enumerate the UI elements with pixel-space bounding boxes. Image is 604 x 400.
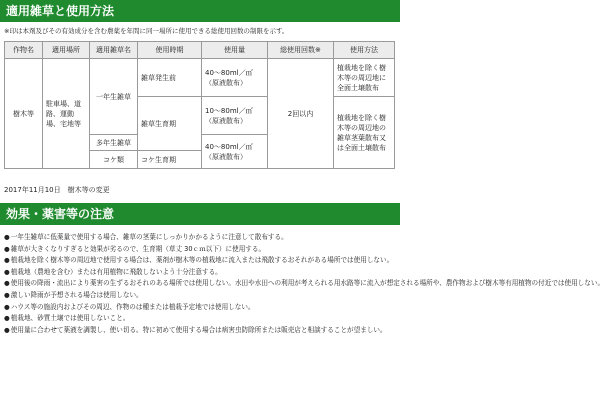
usage-note: ※印は本剤及びその有効成分を含む農薬を年間に同一場所に使用できる総使用回数の制限を示す。 [4, 27, 289, 35]
header-timing: 使用時期 [138, 42, 202, 59]
cell-amount-1: 40～80ml／㎡（原液散布） [202, 59, 268, 97]
cell-amount-2: 10～80ml／㎡（原液散布） [202, 97, 268, 135]
caution-text: 雑草が大きくなりすぎると効果が劣るので、生育期（草丈 30ｃｍ以下）に使用する。 [10, 244, 266, 253]
list-item [4, 278, 604, 290]
header-crop: 作物名 [5, 42, 43, 59]
caution-text: 使用量に合わせて薬液を調製し、使い切る。特に初めて使用する場合は病害虫防除所または販売店と相談することが望ましい。 [10, 325, 387, 334]
caution-text: 使用後の降雨・流出により薬害の生ずるおそれのある場所では使用しない。水田や水田への利用が考えられる用水路等に流入が想定される場所や、農作物および樹木等有用植物の付近では使用しない。 [10, 279, 604, 288]
cell-count: 2回以内 [268, 59, 334, 169]
caution-text: 植栽地を除く樹木等の周辺地で使用する場合は、薬剤が樹木等の植栽地に流入または飛散するおそれがある場所では使用しない。 [10, 256, 394, 265]
list-item [4, 325, 398, 337]
cell-timing-pre: 雑草発生前 [138, 59, 202, 97]
header-weed: 適用雑草名 [90, 42, 138, 59]
bullet-mark: ● [4, 302, 10, 311]
list-item [4, 302, 398, 314]
caution-text: 植栽地、砂質土壌では使用しないこと。 [10, 314, 130, 323]
caution-text: ハウス等の施設内およびその周辺、作物のは種または植栽予定地では使用しない。 [10, 302, 255, 311]
cell-timing-growth: 雑草生育期 [138, 97, 202, 151]
cell-amount-3: 40～80ml／㎡（原液散布） [202, 135, 268, 169]
list-item [4, 267, 398, 279]
caution-text: 植栽地（農地を含む）または有用植物に飛散しないよう十分注意する。 [10, 267, 222, 276]
bullet-mark: ● [4, 325, 10, 334]
list-item [4, 244, 398, 256]
bullet-mark: ● [4, 233, 10, 241]
header-count: 総使用回数※ [268, 42, 334, 59]
cell-weed-perennial: 多年生雑草 [90, 135, 138, 151]
list-item [4, 255, 398, 267]
bullet-mark: ● [4, 279, 10, 288]
cell-crop: 樹木等 [5, 59, 43, 169]
cell-weed-annual: 一年生雑草 [90, 59, 138, 135]
caution-text: 一年生雑草に低薬量で使用する場合、雑草の茎葉にしっかりかかるように注意して散布する。 [10, 233, 288, 241]
revision-date: 2017年11月10日 樹木等の変更 [4, 186, 110, 194]
bullet-mark: ● [4, 290, 10, 299]
caution-text: 激しい降雨が予想される場合は使用しない。 [10, 290, 143, 299]
bullet-mark: ● [4, 314, 10, 323]
cell-weed-moss: コケ類 [90, 151, 138, 169]
list-item [4, 232, 398, 244]
table-row [5, 59, 395, 97]
section-title-cautions: 効果・薬害等の注意 [0, 203, 400, 225]
list-item [4, 313, 398, 325]
usage-table [4, 41, 395, 169]
cell-method-1: 植栽地を除く樹木等の周辺地に全面土壌散布 [334, 59, 395, 97]
caution-list [4, 232, 604, 336]
header-method: 使用方法 [334, 42, 395, 59]
header-amount: 使用量 [202, 42, 268, 59]
cell-timing-moss: コケ生育期 [138, 151, 202, 169]
bullet-mark: ● [4, 256, 10, 265]
section-title-usage: 適用雑草と使用方法 [0, 0, 400, 22]
table-header-row [5, 42, 395, 59]
list-item [4, 290, 398, 302]
cell-location: 駐車場、道路、運動場、宅地等 [43, 59, 90, 169]
header-location: 適用場所 [43, 42, 90, 59]
bullet-mark: ● [4, 267, 10, 276]
cell-method-2: 植栽地を除く樹木等の周辺地の雑草茎葉散布又は全面土壌散布 [334, 97, 395, 169]
bullet-mark: ● [4, 244, 10, 253]
